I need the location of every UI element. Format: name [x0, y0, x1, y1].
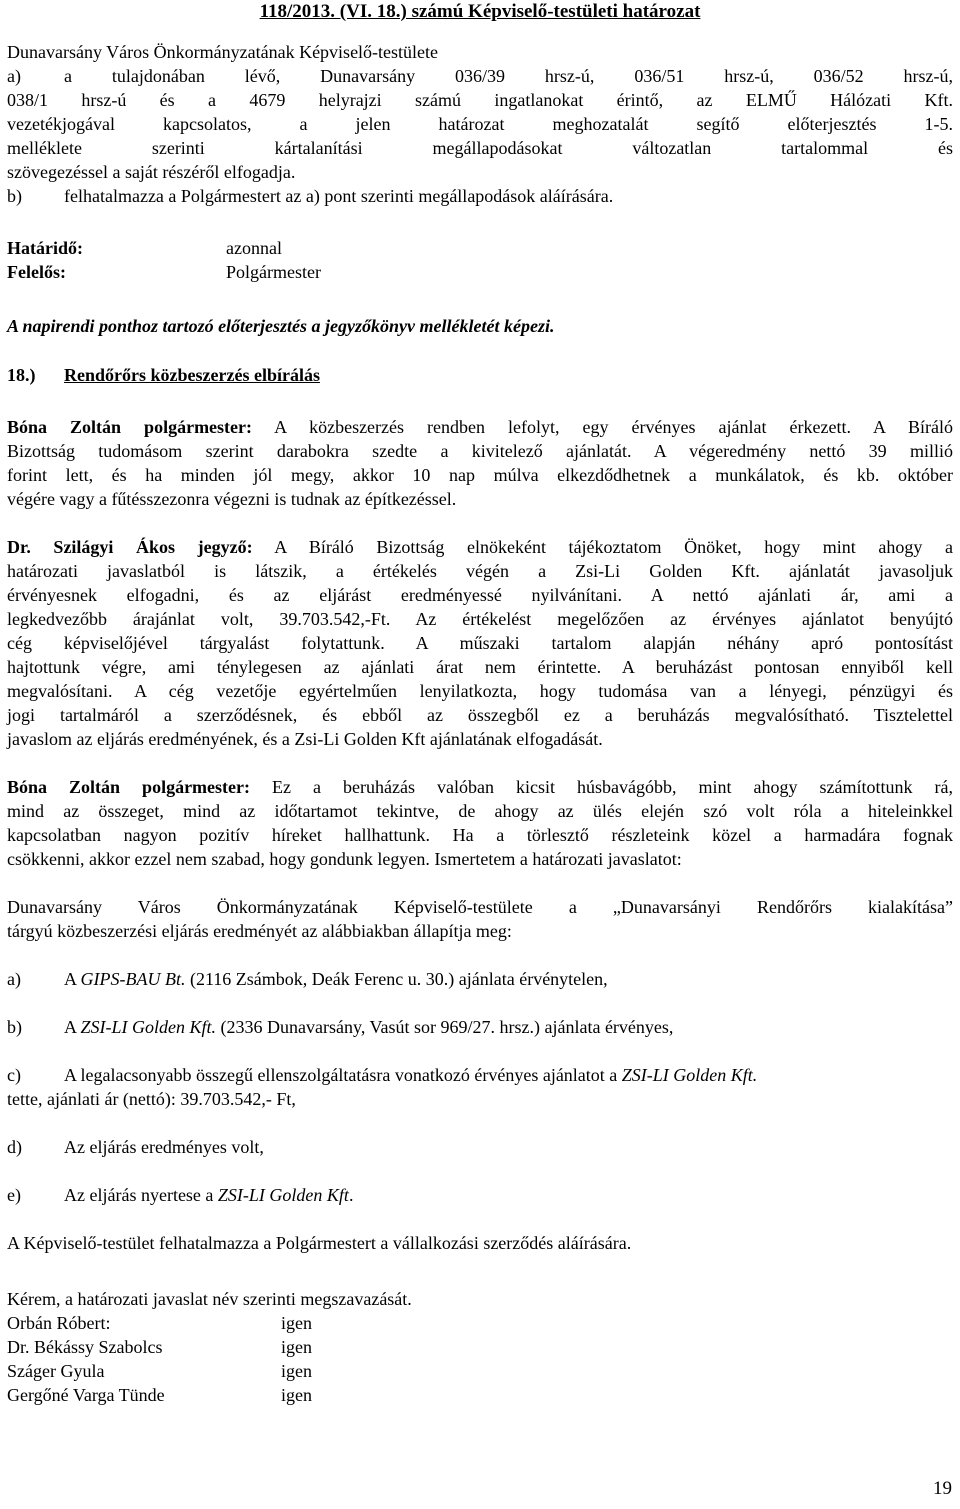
- paragraph-line: megvalósítani. A cég vezetője egyértelműen lenyilatkozta, hogy tudomása van a lényegi, pénzügyi és: [7, 681, 953, 701]
- paragraph-line: javaslom az eljárás eredményének, és a Zsi-Li Golden Kft ajánlatának elfogadását.: [7, 729, 603, 749]
- vote-row: [7, 1383, 953, 1407]
- proposal-item-c-line: tette, ajánlati ár (nettó): 39.703.542,- Ft,: [7, 1089, 296, 1109]
- voter-name: Gergőné Varga Tünde: [7, 1385, 165, 1405]
- resolution-point-b: b) felhatalmazza a Polgármestert az a) pont szerinti megállapodások aláírására.: [7, 186, 614, 206]
- deadline-value: azonnal: [226, 238, 282, 258]
- paragraph-line: hajtottunk végre, ami ténylegesen az ajánlati árat nem érintette. A beruházást pontosan ennyiből kell: [7, 657, 953, 677]
- speaker-name: Bóna Zoltán polgármester:: [7, 417, 253, 437]
- section-heading: [7, 363, 953, 387]
- resolution-title: 118/2013. (VI. 18.) számú Képviselő-testületi határozat: [259, 1, 701, 22]
- vote-row: [7, 1311, 953, 1335]
- paragraph-line: cég képviselőjével tárgyalást folytattunk. A műszaki tartalom alapján néhány apró pontosítást: [7, 633, 953, 653]
- responsible-value: Polgármester: [226, 262, 321, 282]
- proposal-item-a: a) A GIPS-BAU Bt. (2116 Zsámbok, Deák Ferenc u. 30.) ajánlata érvénytelen,: [7, 969, 608, 989]
- resolution-intro: Dunavarsány Város Önkormányzatának Képviselő-testülete: [7, 42, 439, 62]
- vote-value: igen: [281, 1385, 312, 1405]
- paragraph-mayor-1: Bóna Zoltán polgármester: A közbeszerzés rendben lefolyt, egy érvényes ajánlat érkezett. A Bíráló: [7, 417, 954, 437]
- section-number: 18.): [7, 365, 36, 385]
- vote-request: Kérem, a határozati javaslat név szerinti megszavazását.: [7, 1289, 412, 1309]
- proposal-item-b: b) A ZSI-LI Golden Kft. (2336 Dunavarsány, Vasút sor 969/27. hrsz.) ajánlata érvényes,: [7, 1017, 674, 1037]
- resolution-proposal-line: tárgyú közbeszerzési eljárás eredményét az alábbiakban állapítja meg:: [7, 921, 512, 941]
- resolution-point-a-line: 038/1 hrsz-ú és a 4679 helyrajzi számú ingatlanokat érintő, az ELMŰ Hálózati Kft.: [7, 90, 953, 110]
- paragraph-line: csökkenni, akkor ezzel nem szabad, hogy gondunk legyen. Ismertetem a határozati javaslatot:: [7, 849, 682, 869]
- resolution-proposal-line: Dunavarsány Város Önkormányzatának Képviselő-testülete a „Dunavarsányi Rendőrőrs kialakítása”: [7, 897, 953, 917]
- paragraph-line: végére vagy a fűtésszezonra végezni is tudnak az építkezéssel.: [7, 489, 457, 509]
- paragraph-mayor-2: Bóna Zoltán polgármester: Ez a beruházás valóban kicsit húsbavágóbb, mint ahogy számítottunk rá,: [7, 777, 954, 797]
- company-name: ZSI-LI Golden Kft.: [80, 1017, 217, 1037]
- resolution-point-a-line: szövegezéssel a saját részéről elfogadja.: [7, 162, 296, 182]
- deadline-row: [7, 236, 953, 260]
- vote-value: igen: [281, 1361, 312, 1381]
- paragraph-line: határozati javaslatból is látszik, a értékelés végén a Zsi-Li Golden Kft. ajánlatát javasoljuk: [7, 561, 953, 581]
- resolution-point-a-line: a) a tulajdonában lévő, Dunavarsány 036/39 hrsz-ú, 036/51 hrsz-ú, 036/52 hrsz-ú,: [7, 66, 953, 86]
- paragraph-line: legkedvezőbb árajánlat volt, 39.703.542,-Ft. Az értékelést megelőzően az érvényes ajánlatot benyújtó: [7, 609, 953, 629]
- company-name: ZSI-LI Golden Kft: [217, 1185, 349, 1205]
- voter-name: Száger Gyula: [7, 1361, 105, 1381]
- paragraph-notary: Dr. Szilágyi Ákos jegyző: A Bíráló Bizottság elnökeként tájékoztatom Önöket, hogy mint ahogy a: [7, 537, 953, 557]
- speaker-name: Dr. Szilágyi Ákos jegyző:: [7, 537, 253, 557]
- resolution-point-a-line: melléklete szerinti kártalanítási megállapodásokat változatlan tartalommal és: [7, 138, 953, 158]
- section-title: Rendőrőrs közbeszerzés elbírálás: [64, 365, 320, 385]
- voter-name: Orbán Róbert:: [7, 1313, 111, 1333]
- vote-value: igen: [281, 1337, 312, 1357]
- responsible-row: [7, 260, 953, 284]
- company-name: GIPS-BAU Bt.: [80, 969, 186, 989]
- paragraph-line: jogi tartalmáról a szerződésnek, és ebből az összegből ez a beruházás megvalósítható. Tisztelettel: [7, 705, 953, 725]
- paragraph-line: Bizottság tudomásom szerint darabokra szedte a kivitelező ajánlatát. A végeredmény nettó 39 millió: [7, 441, 953, 461]
- attachment-note: A napirendi ponthoz tartozó előterjesztés a jegyzőkönyv mellékletét képezi.: [7, 316, 555, 336]
- vote-row: [7, 1335, 953, 1359]
- responsible-label: Felelős:: [7, 262, 66, 282]
- vote-row: [7, 1359, 953, 1383]
- voter-name: Dr. Békássy Szabolcs: [7, 1337, 163, 1357]
- page-number: 19: [933, 1478, 952, 1499]
- paragraph-line: kapcsolatban nagyon pozitív híreket hallhattunk. Ha a törlesztő részleteink közel a harmadára fognak: [7, 825, 953, 845]
- vote-value: igen: [281, 1313, 312, 1333]
- proposal-item-c: c) A legalacsonyabb összegű ellenszolgáltatásra vonatkozó érvényes ajánlatot a ZSI-LI Golden Kft.: [7, 1065, 758, 1085]
- paragraph-line: forint lett, és ha minden jól megy, akkor 10 nap múlva elkezdődhetnek a munkálatok, és kb. október: [7, 465, 953, 485]
- paragraph-line: érvényesnek elfogadni, és az eljárást eredményessé nyilvánítani. A nettó ajánlati ár, ami a: [7, 585, 953, 605]
- resolution-point-a-line: vezetékjogával kapcsolatos, a jelen határozat meghozatalát segítő előterjesztés 1-5.: [7, 114, 953, 134]
- paragraph-line: mind az összeget, mind az időtartamot tekintve, de ahogy az ülés elején szó volt róla a hiteleinkkel: [7, 801, 953, 821]
- proposal-item-d: d) Az eljárás eredményes volt,: [7, 1137, 264, 1157]
- deadline-label: Határidő:: [7, 238, 83, 258]
- proposal-item-e: e) Az eljárás nyertese a ZSI-LI Golden Kft.: [7, 1185, 354, 1205]
- company-name: ZSI-LI Golden Kft.: [621, 1065, 758, 1085]
- speaker-name: Bóna Zoltán polgármester:: [7, 777, 251, 797]
- authorization-line: A Képviselő-testület felhatalmazza a Polgármestert a vállalkozási szerződés aláírására.: [7, 1233, 632, 1253]
